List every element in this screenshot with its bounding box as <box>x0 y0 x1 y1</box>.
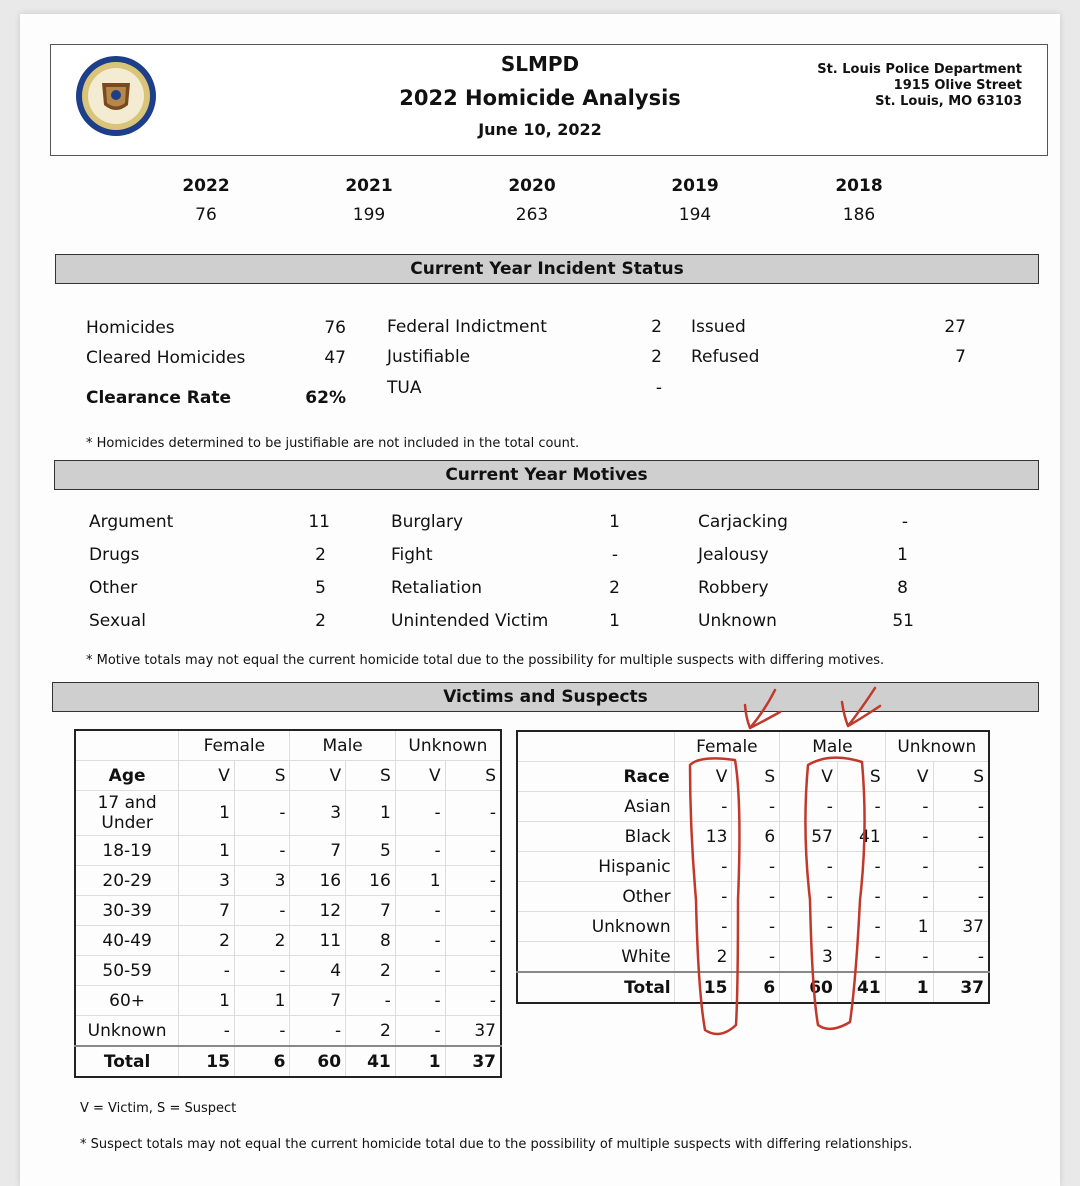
table-cell: - <box>395 896 445 926</box>
blank-cell <box>75 730 179 761</box>
motive-label: Jealousy <box>698 545 769 565</box>
table-cell: 3 <box>179 866 235 896</box>
incident-status-note: * Homicides determined to be justifiable are not included in the total count. <box>86 436 580 451</box>
victim-col-header: V <box>885 762 933 792</box>
table-row <box>517 942 989 973</box>
motive-value: - <box>611 545 618 565</box>
report-title-block <box>350 52 730 139</box>
table-cell: 1 <box>885 912 933 942</box>
table-row <box>75 956 501 986</box>
table-cell: 13 <box>674 822 732 852</box>
table-cell: - <box>885 822 933 852</box>
table-cell: 41 <box>837 972 885 1003</box>
year-column <box>146 176 266 225</box>
table-cell: - <box>732 852 780 882</box>
row-label: 30-39 <box>75 896 179 926</box>
address-line: 1915 Olive Street <box>893 78 1022 93</box>
table-cell: - <box>885 882 933 912</box>
row-label: 60+ <box>75 986 179 1016</box>
table-cell: 4 <box>290 956 346 986</box>
suspect-col-header: S <box>346 761 396 791</box>
table-cell: - <box>346 986 396 1016</box>
table-cell: 6 <box>732 972 780 1003</box>
motive-label: Other <box>89 578 138 598</box>
table-cell: 2 <box>346 956 396 986</box>
table-cell: 1 <box>395 1046 445 1077</box>
group-header: Male <box>290 730 395 761</box>
year-column <box>309 176 429 225</box>
motive-value: 2 <box>609 578 620 598</box>
table-row <box>517 792 989 822</box>
table-cell: 6 <box>732 822 780 852</box>
year-value: 199 <box>352 205 386 225</box>
report-title: 2022 Homicide Analysis <box>399 86 681 110</box>
incident-status-heading: Current Year Incident Status <box>55 254 1039 284</box>
motives-heading: Current Year Motives <box>54 460 1039 490</box>
table-cell: - <box>837 792 885 822</box>
table-cell: 60 <box>290 1046 346 1077</box>
table-cell: - <box>933 882 989 912</box>
table-row <box>75 896 501 926</box>
table-row <box>517 912 989 942</box>
table-cell: - <box>674 912 732 942</box>
group-header: Unknown <box>885 731 989 762</box>
status-label: Federal Indictment <box>387 317 547 337</box>
table-row <box>75 1016 501 1047</box>
table-cell: 3 <box>780 942 838 973</box>
age-header: Age <box>75 761 179 791</box>
table-cell: 37 <box>933 972 989 1003</box>
table-cell: 2 <box>674 942 732 973</box>
status-label: Refused <box>691 347 760 367</box>
motive-value: 2 <box>315 545 326 565</box>
table-cell: - <box>674 882 732 912</box>
status-value: 47 <box>324 348 346 368</box>
victim-col-header: V <box>179 761 235 791</box>
table-cell: - <box>179 956 235 986</box>
suspect-col-header: S <box>732 762 780 792</box>
table-cell: - <box>179 1016 235 1047</box>
table-cell: - <box>395 836 445 866</box>
table-cell: 1 <box>346 791 396 836</box>
year-label: 2022 <box>182 176 230 196</box>
table-cell: 1 <box>234 986 290 1016</box>
table-cell: 37 <box>445 1046 501 1077</box>
motive-value: 1 <box>897 545 908 565</box>
table-group-header <box>517 731 989 762</box>
table-cell: 1 <box>179 836 235 866</box>
motive-value: 51 <box>892 611 914 631</box>
table-cell: - <box>234 896 290 926</box>
table-cell: - <box>445 836 501 866</box>
address-line: St. Louis, MO 63103 <box>875 94 1022 109</box>
table-cell: - <box>885 792 933 822</box>
table-cell: - <box>234 956 290 986</box>
motive-value: 1 <box>609 512 620 532</box>
report-date: June 10, 2022 <box>478 120 602 139</box>
status-value: - <box>655 378 662 398</box>
year-column <box>799 176 919 225</box>
clearance-rate-value: 62% <box>305 388 346 408</box>
row-label: Unknown <box>517 912 674 942</box>
table-cell: 37 <box>445 1016 501 1047</box>
table-cell: - <box>780 882 838 912</box>
table-row <box>517 882 989 912</box>
race-table-body <box>517 792 989 1004</box>
row-label: 40-49 <box>75 926 179 956</box>
status-label: Homicides <box>86 318 175 338</box>
table-cell: - <box>234 836 290 866</box>
clearance-rate-label: Clearance Rate <box>86 388 232 408</box>
table-cell: 7 <box>179 896 235 926</box>
table-row <box>75 986 501 1016</box>
table-cell: - <box>234 1016 290 1047</box>
row-label: 50-59 <box>75 956 179 986</box>
table-cell: 16 <box>290 866 346 896</box>
table-cell: - <box>445 866 501 896</box>
table-cell: - <box>885 942 933 973</box>
group-header: Unknown <box>395 730 501 761</box>
year-label: 2020 <box>508 176 556 196</box>
motive-label: Robbery <box>698 578 769 598</box>
age-table <box>74 729 502 1078</box>
year-column <box>635 176 755 225</box>
group-header: Female <box>179 730 290 761</box>
table-cell: - <box>885 852 933 882</box>
row-label: Other <box>517 882 674 912</box>
row-label: 18-19 <box>75 836 179 866</box>
table-cell: - <box>674 852 732 882</box>
table-cell: - <box>837 852 885 882</box>
year-label: 2021 <box>345 176 393 196</box>
table-cell: - <box>933 852 989 882</box>
year-value: 76 <box>195 205 217 225</box>
table-cell: 1 <box>395 866 445 896</box>
table-row <box>517 852 989 882</box>
row-label: 20-29 <box>75 866 179 896</box>
table-cell: 16 <box>346 866 396 896</box>
motive-value: 5 <box>315 578 326 598</box>
row-label: Unknown <box>75 1016 179 1047</box>
motive-label: Argument <box>89 512 174 532</box>
table-cell: - <box>732 912 780 942</box>
table-cell: 15 <box>179 1046 235 1077</box>
table-subheader <box>517 762 989 792</box>
row-label: Total <box>517 972 674 1003</box>
group-header: Female <box>674 731 780 762</box>
table-cell: 1 <box>885 972 933 1003</box>
year-column <box>472 176 592 225</box>
vs-legend: V = Victim, S = Suspect <box>80 1101 237 1116</box>
table-cell: - <box>780 852 838 882</box>
motives-note: * Motive totals may not equal the current homicide total due to the possibility for multiple suspects with differing motives. <box>86 653 885 668</box>
status-value: 27 <box>944 317 966 337</box>
motive-value: 2 <box>315 611 326 631</box>
table-cell: 3 <box>290 791 346 836</box>
motive-value: - <box>901 512 908 532</box>
table-cell: - <box>933 792 989 822</box>
table-cell: - <box>395 986 445 1016</box>
table-row <box>75 926 501 956</box>
row-label: Asian <box>517 792 674 822</box>
year-value: 263 <box>515 205 549 225</box>
table-cell: - <box>837 942 885 973</box>
suspect-col-header: S <box>837 762 885 792</box>
victim-col-header: V <box>395 761 445 791</box>
status-label: TUA <box>387 378 422 398</box>
table-cell: 7 <box>290 986 346 1016</box>
table-cell: - <box>445 791 501 836</box>
table-row <box>75 836 501 866</box>
table-cell: 37 <box>933 912 989 942</box>
motive-label: Unknown <box>698 611 777 631</box>
table-cell: 41 <box>837 822 885 852</box>
table-cell: - <box>445 956 501 986</box>
table-cell: - <box>837 912 885 942</box>
motive-label: Burglary <box>391 512 464 532</box>
table-cell: 8 <box>346 926 396 956</box>
table-cell: - <box>445 926 501 956</box>
table-cell: - <box>732 792 780 822</box>
status-label: Issued <box>691 317 746 337</box>
table-cell: - <box>780 912 838 942</box>
victim-col-header: V <box>290 761 346 791</box>
table-cell: - <box>395 956 445 986</box>
victims-suspects-heading: Victims and Suspects <box>52 682 1039 712</box>
suspects-note: * Suspect totals may not equal the current homicide total due to the possibility of multiple suspects with differing relationships. <box>80 1137 913 1152</box>
table-cell: - <box>780 792 838 822</box>
year-label: 2019 <box>671 176 719 196</box>
table-row <box>517 822 989 852</box>
table-cell: 5 <box>346 836 396 866</box>
age-table-body <box>75 791 501 1078</box>
total-row <box>517 972 989 1003</box>
table-cell: 15 <box>674 972 732 1003</box>
motive-value: 8 <box>897 578 908 598</box>
row-label: Black <box>517 822 674 852</box>
motive-label: Drugs <box>89 545 140 565</box>
agency-short-name: SLMPD <box>500 52 580 76</box>
table-cell: - <box>395 791 445 836</box>
row-label: White <box>517 942 674 973</box>
table-cell: - <box>933 822 989 852</box>
victim-col-header: V <box>780 762 838 792</box>
table-cell: 3 <box>234 866 290 896</box>
row-label: Hispanic <box>517 852 674 882</box>
motive-value: 11 <box>308 512 330 532</box>
year-label: 2018 <box>835 176 883 196</box>
race-table <box>516 730 990 1004</box>
table-row <box>75 866 501 896</box>
race-header: Race <box>517 762 674 792</box>
table-cell: 1 <box>179 791 235 836</box>
motive-label: Fight <box>391 545 433 565</box>
suspect-col-header: S <box>445 761 501 791</box>
table-cell: 57 <box>780 822 838 852</box>
table-cell: 7 <box>346 896 396 926</box>
year-value: 194 <box>678 205 712 225</box>
motive-label: Unintended Victim <box>391 611 549 631</box>
department-address <box>817 62 1022 110</box>
department-seal-icon <box>75 55 157 137</box>
table-group-header <box>75 730 501 761</box>
status-label: Cleared Homicides <box>86 348 246 368</box>
table-cell: - <box>732 882 780 912</box>
table-cell: - <box>732 942 780 973</box>
table-cell: 1 <box>179 986 235 1016</box>
victim-col-header: V <box>674 762 732 792</box>
table-cell: - <box>445 986 501 1016</box>
table-subheader <box>75 761 501 791</box>
table-row <box>75 791 501 836</box>
motive-label: Sexual <box>89 611 146 631</box>
blank-cell <box>517 731 674 762</box>
suspect-col-header: S <box>933 762 989 792</box>
table-cell: 6 <box>234 1046 290 1077</box>
row-label: Total <box>75 1046 179 1077</box>
table-cell: 2 <box>346 1016 396 1047</box>
status-value: 2 <box>651 317 662 337</box>
table-cell: - <box>290 1016 346 1047</box>
table-cell: - <box>395 1016 445 1047</box>
total-row <box>75 1046 501 1077</box>
table-cell: 2 <box>179 926 235 956</box>
status-value: 2 <box>651 347 662 367</box>
table-cell: 11 <box>290 926 346 956</box>
table-cell: 2 <box>234 926 290 956</box>
table-cell: - <box>234 791 290 836</box>
status-label: Justifiable <box>387 347 471 367</box>
motive-label: Carjacking <box>698 512 788 532</box>
address-line: St. Louis Police Department <box>817 62 1022 77</box>
table-cell: 60 <box>780 972 838 1003</box>
group-header: Male <box>780 731 885 762</box>
table-cell: - <box>674 792 732 822</box>
table-cell: 7 <box>290 836 346 866</box>
status-value: 7 <box>955 347 966 367</box>
status-value: 76 <box>324 318 346 338</box>
table-cell: - <box>837 882 885 912</box>
table-cell: - <box>445 896 501 926</box>
table-cell: 12 <box>290 896 346 926</box>
suspect-col-header: S <box>234 761 290 791</box>
row-label: 17 and Under <box>75 791 179 836</box>
motive-label: Retaliation <box>391 578 483 598</box>
table-cell: 41 <box>346 1046 396 1077</box>
year-value: 186 <box>842 205 876 225</box>
motive-value: 1 <box>609 611 620 631</box>
table-cell: - <box>933 942 989 973</box>
table-cell: - <box>395 926 445 956</box>
